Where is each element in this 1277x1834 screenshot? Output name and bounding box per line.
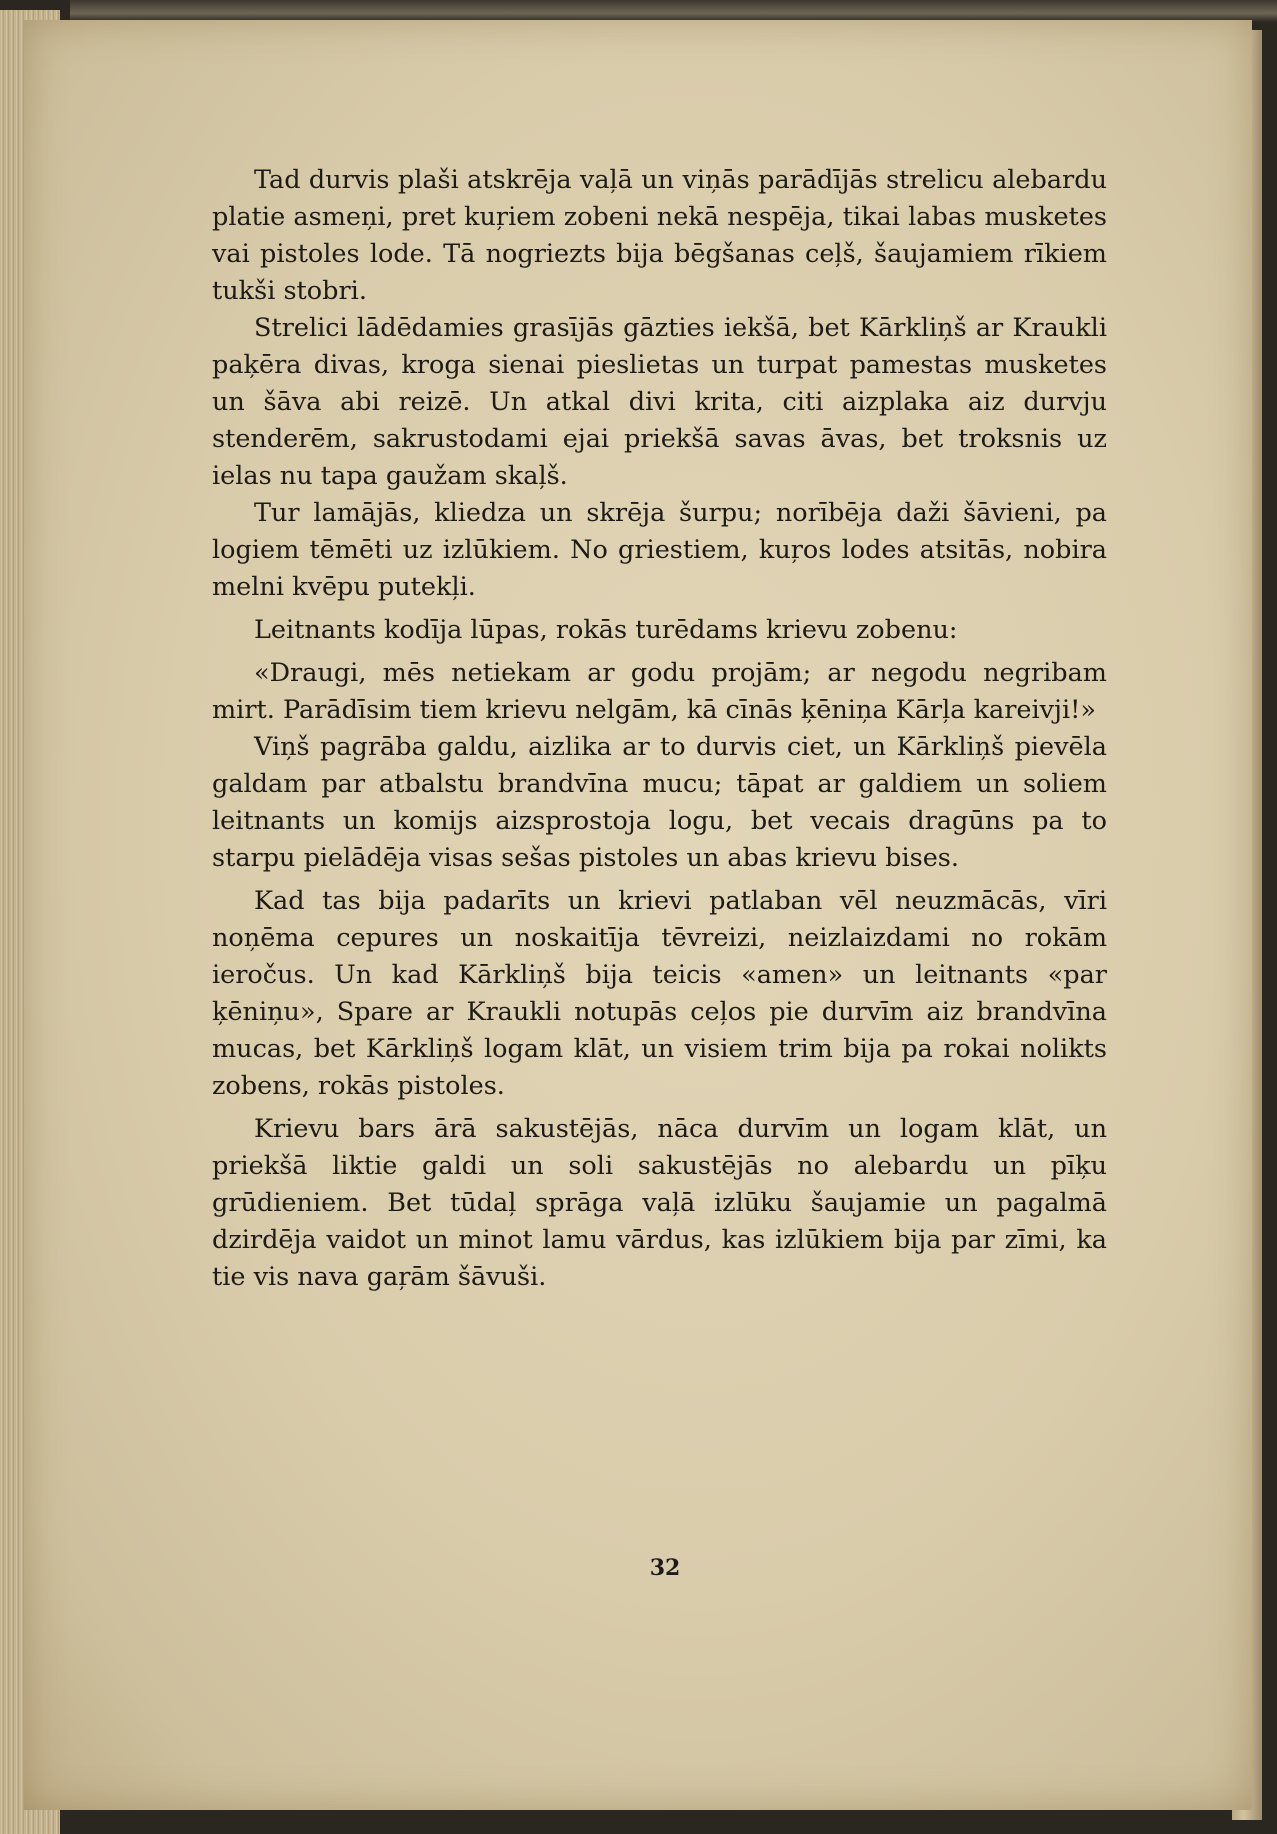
paragraph-3: Tur lamājās, kliedza un skrēja šurpu; norībēja daži šāvieni, pa logiem tēmēti uz izlūkiem. No griestiem, kuŗos lodes atsitās, nobira melni kvēpu putekļi. [212,498,1107,602]
paragraph-1: Tad durvis plaši atskrēja vaļā un viņās parādījās strelicu alebardu platie asmeņi, pret kuŗiem zobeni nekā nespēja, tikai labas musketes vai pistoles lode. Tā nogriezts bija bēgšanas ceļš, šaujamiem rīkiem tukši stobri. [212,165,1107,306]
book-binding-top [70,0,1277,22]
body-text [212,162,1107,1296]
paragraph-2: Strelici lādēdamies grasījās gāzties iekšā, bet Kārkliņš ar Kraukli paķēra divas, kroga sienai pieslietas un turpat pamestas musketes un šāva abi reizē. Un atkal divi krita, citi aizplaka aiz durvju stenderēm, sakrustodami ejai priekšā savas āvas, bet troksnis uz ielas nu tapa gaužam skaļš. [212,313,1107,491]
paragraph-6: Viņš pagrāba galdu, aizlika ar to durvis ciet, un Kārkliņš pievēla galdam par atbalstu brandvīna mucu; tāpat ar galdiem un soliem leitnants un komijs aizsprostoja logu, bet vecais dragūns pa to starpu pielādēja visas sešas pistoles un abas krievu bises. [212,732,1107,873]
paragraph-4: Leitnants kodīja lūpas, rokās turēdams krievu zobenu: [254,615,958,645]
paragraph-7: Kad tas bija padarīts un krievi patlaban vēl neuzmācās, vīri noņēma cepures un noskaitīja tēvreizi, neizlaizdami no rokām ieročus. Un kad Kārkliņš bija teicis «amen» un leitnants «par ķēniņu», Spare ar Kraukli notupās ceļos pie durvīm aiz brandvīna mucas, bet Kārkliņš logam klāt, un visiem trim bija pa rokai nolikts zobens, rokās pistoles. [212,886,1107,1101]
paragraph-8: Krievu bars ārā sakustējās, nāca durvīm un logam klāt, un priekšā liktie galdi un soli sakustējās no alebardu un pīķu grūdieniem. Bet tūdaļ sprāga vaļā izlūku šaujamie un pagalmā dzirdēja vaidot un minot lamu vārdus, kas izlūkiem bija par zīmi, ka tie vis nava gaŗām šāvuši. [212,1114,1107,1292]
page-number: 32 [649,1555,681,1581]
paragraph-5: «Draugi, mēs netiekam ar godu projām; ar negodu negribam mirt. Parādīsim tiem krievu nelgām, kā cīnās ķēniņa Kārļa kareivji!» [212,658,1107,725]
